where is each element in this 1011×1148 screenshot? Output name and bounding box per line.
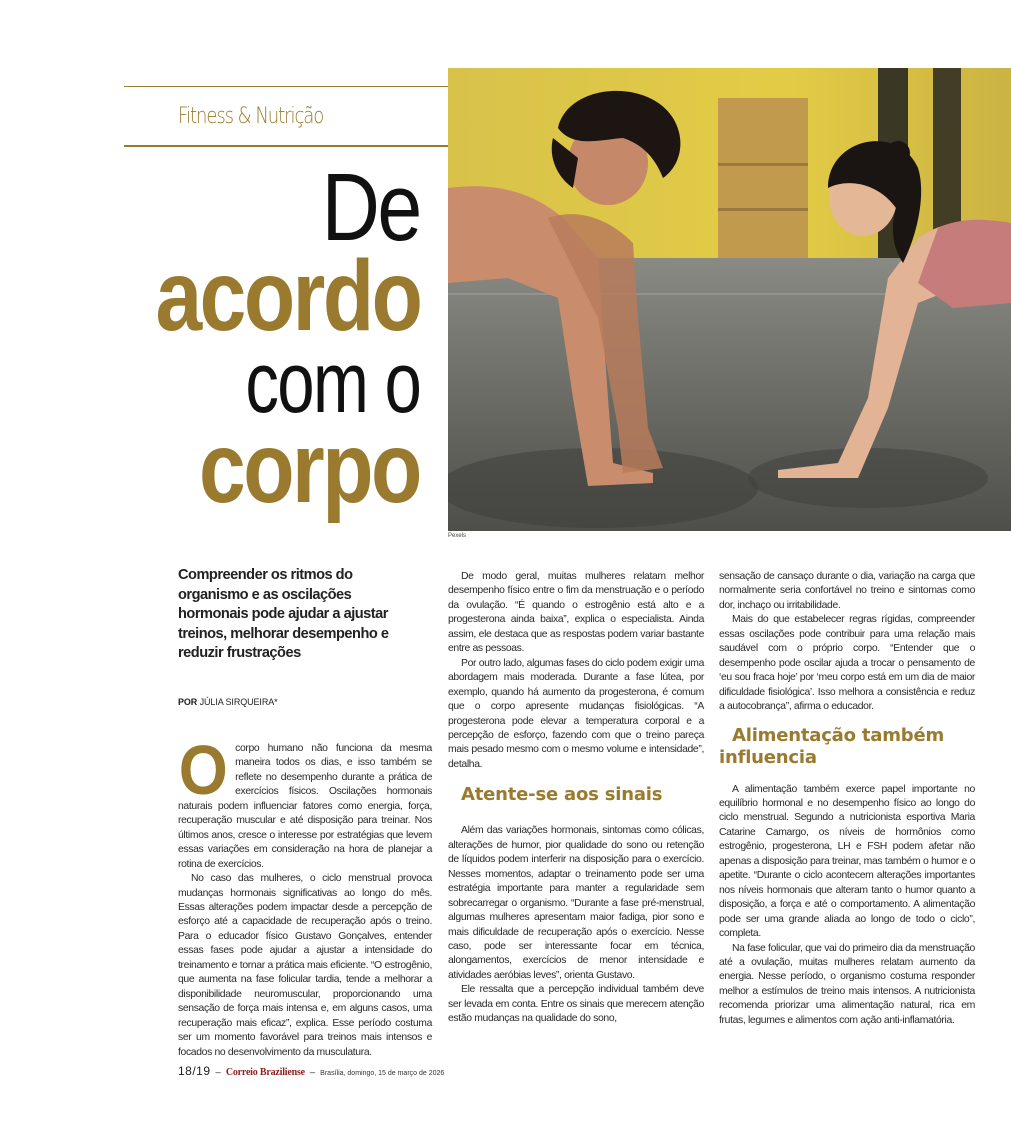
article-paragraph: sensação de cansaço durante o dia, variação na carga que normalmente seria confortável no treino e sintomas como dor, inchaço ou irritabilidade. <box>719 571 975 611</box>
workout-photo <box>448 68 1011 531</box>
footer-separator: – <box>215 1067 221 1078</box>
publication-date: Brasília, domingo, 15 de março de 2026 <box>320 1070 445 1077</box>
workout-photo-illustration <box>448 68 1011 531</box>
byline-author: JÚLIA SIRQUEIRA* <box>199 697 278 707</box>
article-column-3 <box>719 570 975 1028</box>
byline <box>178 697 278 707</box>
article-paragraph: De modo geral, muitas mulheres relatam melhor desempenho físico entre o fim da menstruação e o período da ovulação. “É quando o estrogênio está alto e a progesterona ainda baixa”, explica o especialista. Ainda assim, ele destaca que as respostas podem variar bastante entre as pessoas. <box>448 571 704 655</box>
footer-separator: – <box>309 1067 316 1078</box>
headline-line-4: corpo <box>199 412 420 524</box>
article-paragraph: Ele ressalta que a percepção individual também deve ser levada em conta. Entre os sinais que merecem atenção estão mudanças na qualidade do sono, <box>448 984 704 1025</box>
drop-cap: O <box>178 731 228 809</box>
subheading: Alimentação também influencia <box>719 724 945 768</box>
article-column-1 <box>178 731 432 1060</box>
article-paragraph: No caso das mulheres, o ciclo menstrual provoca mudanças hormonais significativas ao longo do mês. Essas alterações podem impactar desde a percepção de esforço até a capacidade de recuperação após o treino. Para o educador físico Gustavo Gonçalves, entender essas fases pode ajudar a ajustar a intensidade do treinamento e tornar a prática mais eficiente. “O estrogênio, que aumenta na fase folicular tardia, tende a melhorar a disponibilidade neuromuscular, proporcionando uma sensação de força mais intensa e, em alguns casos, uma recuperação mais eficaz”, explica. Esse período costuma ser um momento favorável para treinos mais intensos e focados no desenvolvimento da musculatura. <box>178 873 432 1058</box>
page-number: 18/19 <box>178 1064 211 1078</box>
section-rule-top <box>124 86 448 87</box>
article-paragraph: Por outro lado, algumas fases do ciclo podem exigir uma abordagem mais moderada. Durante a fase lútea, por exemplo, quando há aumento da progesterona, é comum que o corpo apresente mudanças fisiológicas. “A progesterona pode elevar a temperatura corporal e a percepção de esforço, fazendo com que o treino pareça mais pesado mesmo com o mesmo volume e intensidade”, detalha. <box>448 657 704 770</box>
article-paragraph: Mais do que estabelecer regras rígidas, compreender essas oscilações pode contribuir para uma relação mais saudável com o próprio corpo. “Entender que o desempenho pode oscilar ajuda a trocar o pensamento de ‘eu sou fraca hoje’ por ‘meu corpo está em um dia de maior dificuldade fisiológica’. Isso melhora a consistência e reduz a autocobrança”, afirma o educador. <box>719 614 975 713</box>
section-rule-bottom <box>124 145 448 147</box>
headline-line-3: com o <box>245 335 420 431</box>
article-column-2 <box>448 570 704 1027</box>
paragraph-text: corpo humano não funciona da mesma maneira todos os dias, e isso também se reflete no desempenho durante a prática de exercícios físicos. Oscilações hormonais naturais podem influenciar fatores como energia, força, recuperação muscular e até disposição para treinar. Nos últimos anos, cresce o interesse por estratégias que levem essas variações em consideração na hora de planejar a rotina de exercícios. <box>178 743 432 870</box>
subheading: Atente-se aos sinais <box>461 784 663 806</box>
article-paragraph: Na fase folicular, que vai do primeiro dia da menstruação até a ovulação, muitas mulheres relatam aumento da energia. Nesse período, o organismo costuma responder melhor a estímulos de treino mais intensos. A nutricionista recomenda priorizar uma alimentação natural, rica em frutas, legumes e alimentos com ação anti-inflamatória. <box>719 942 975 1026</box>
headline-line-2: acordo <box>155 240 420 352</box>
lead-paragraph: Compreender os ritmos do organismo e as oscilações hormonais pode ajudar a ajustar treinos, melhorar desempenho e reduzir frustrações <box>178 567 389 661</box>
article-paragraph: Além das variações hormonais, sintomas como cólicas, alterações de humor, pior qualidade do sono ou retenção de líquidos podem interferir na disposição para o exercício. Nesses momentos, adaptar o treinamento pode ser uma estratégia importante para manter a regularidade sem sobrecarregar o organismo. “Durante a fase pré-menstrual, algumas mulheres apresentam maior fadiga, pior sono e mais dificuldade de recuperação após o exercício. Nesse caso, pode ser interessante focar em técnica, alongamentos, exercícios de menor intensidade e atividades aeróbias leves”, orienta Gustavo. <box>448 825 704 981</box>
byline-prefix: POR <box>178 697 198 707</box>
photo-credit: Pexels <box>448 533 467 539</box>
page-footer <box>178 1064 444 1078</box>
article-paragraph <box>178 731 432 872</box>
newspaper-brand: Correio Braziliense <box>225 1067 305 1078</box>
section-label: Fitness & Nutrição <box>178 104 324 129</box>
headline-line-1: De <box>321 154 420 261</box>
article-paragraph: A alimentação também exerce papel importante no equilíbrio hormonal e no desempenho físico ao longo do ciclo menstrual. Segundo a nutricionista esportiva Maria Catarine Camargo, os níveis de hormônios como estrogênio, progesterona, LH e FSH podem afetar não apenas a disposição para treinar, mas também o humor e o apetite. “Durante o ciclo acontecem alterações importantes nos níveis hormonais que alteram tanto o humor quanto a disposição, a força e até o comportamento. A alimentação pode ser uma grande aliada ao longo de todo o ciclo”, completa. <box>719 783 975 940</box>
